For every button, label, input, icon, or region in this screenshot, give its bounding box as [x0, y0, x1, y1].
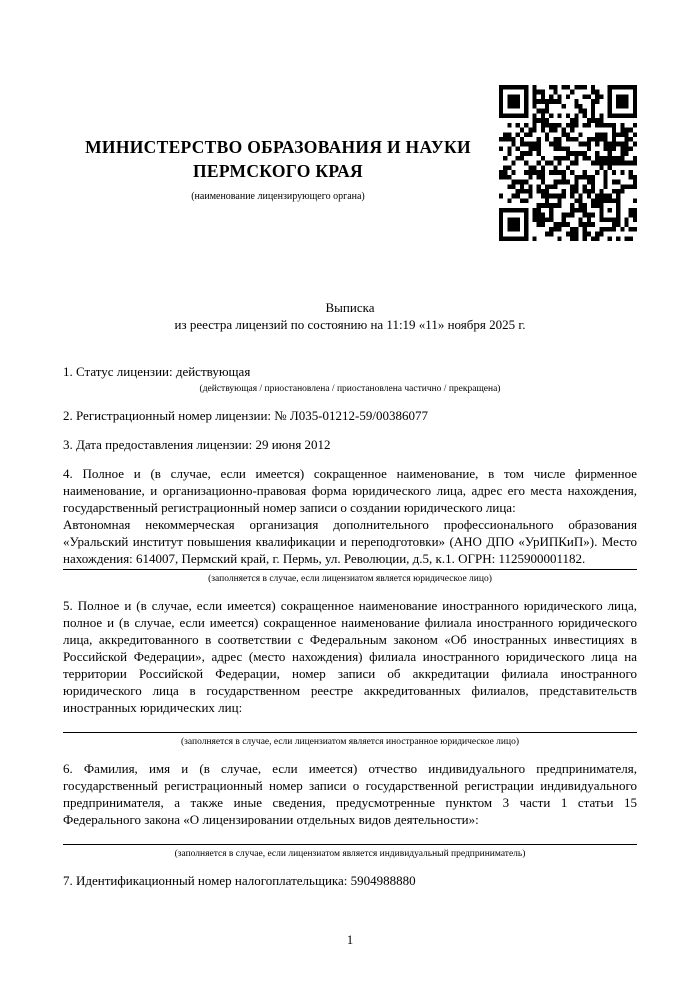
license-grant-date-text: 3. Дата предоставления лицензии: 29 июня 2012 [63, 437, 331, 452]
license-status-note: (действующая / приостановлена / приостановлена частично / прекращена) [199, 384, 501, 394]
taxpayer-number-text: 7. Идентификационный номер налогоплательщика: 5904988880 [63, 873, 416, 888]
section-license-status [63, 363, 637, 395]
legal-entity-note: (заполняется в случае, если лицензиатом является юридическое лицо) [208, 574, 492, 584]
license-status-text: 1. Статус лицензии: действующая [63, 364, 251, 379]
blank-fill-line [63, 732, 637, 733]
foreign-entity-label: 5. Полное и (в случае, если имеется) сокращенное наименование иностранного юридического лица, полное и (в случае, если имеется) сокращенное наименование филиала иностранного юридического лица, аккредитованного в соответствии с Федеральным законом «Об иностранных инвестициях в Российской Федерации», адрес (место нахождения) филиала иностранного юридического лица на территории Российской Федерации, номер записи об аккредитации филиала иностранного юридического лица в государственном реестре аккредитованных филиалов, представительств иностранных юридических лиц: [63, 598, 637, 715]
document-title-line2: из реестра лицензий по состоянию на 11:19 «11» ноября 2025 г. [174, 317, 526, 332]
section-legal-entity [63, 465, 637, 585]
individual-entrepreneur-label: 6. Фамилия, имя и (в случае, если имеется) отчество индивидуального предпринимателя, государственный регистрационный номер записи о государственной регистрации индивидуального предпринимателя, а также иные сведения, предусмотренные пунктом 3 части 1 статьи 15 Федерального закона «О лицензировании отдельных видов деятельности»: [63, 761, 637, 827]
section-foreign-entity [63, 597, 637, 748]
ministry-name-line1: МИНИСТЕРСТВО ОБРАЗОВАНИЯ И НАУКИ [85, 137, 471, 157]
section-license-grant-date [63, 436, 637, 453]
section-taxpayer-number [63, 872, 637, 889]
legal-entity-label: 4. Полное и (в случае, если имеется) сокращенное наименование, в том числе фирменное наименование, и организационно-правовая форма юридического лица, адрес его места нахождения, государственный регистрационный номер записи о создании юридического лица: [63, 466, 637, 515]
qr-code [499, 85, 637, 241]
individual-entrepreneur-note: (заполняется в случае, если лицензиатом является индивидуальный предприниматель) [174, 849, 526, 859]
document-title-line1: Выписка [325, 300, 375, 315]
legal-entity-value: Автономная некоммерческая организация дополнительного профессионального образования «Уральский институт повышения квалификации и переподготовки» (АНО ДПО «УрИПКиП»). Место нахождения: 614007, Пермский край, г. Пермь, ул. Революции, д.5, к.1. ОГРН: 1125900001182. [63, 517, 637, 566]
licensing-authority-caption: (наименование лицензирующего органа) [191, 191, 365, 202]
registration-number-text: 2. Регистрационный номер лицензии: № Л035-01212-59/00386077 [63, 408, 429, 423]
blank-fill-line [63, 844, 637, 845]
ministry-name-line2: ПЕРМСКОГО КРАЯ [193, 161, 363, 181]
blank-fill-line [63, 569, 637, 570]
document-header [63, 0, 637, 241]
document-title [63, 299, 637, 333]
section-registration-number [63, 407, 637, 424]
document-body [63, 363, 637, 889]
page-number: 1 [346, 933, 354, 947]
foreign-entity-note: (заполняется в случае, если лицензиатом является иностранное юридическое лицо) [181, 737, 519, 747]
licensing-authority-block [63, 85, 493, 203]
section-individual-entrepreneur [63, 760, 637, 860]
